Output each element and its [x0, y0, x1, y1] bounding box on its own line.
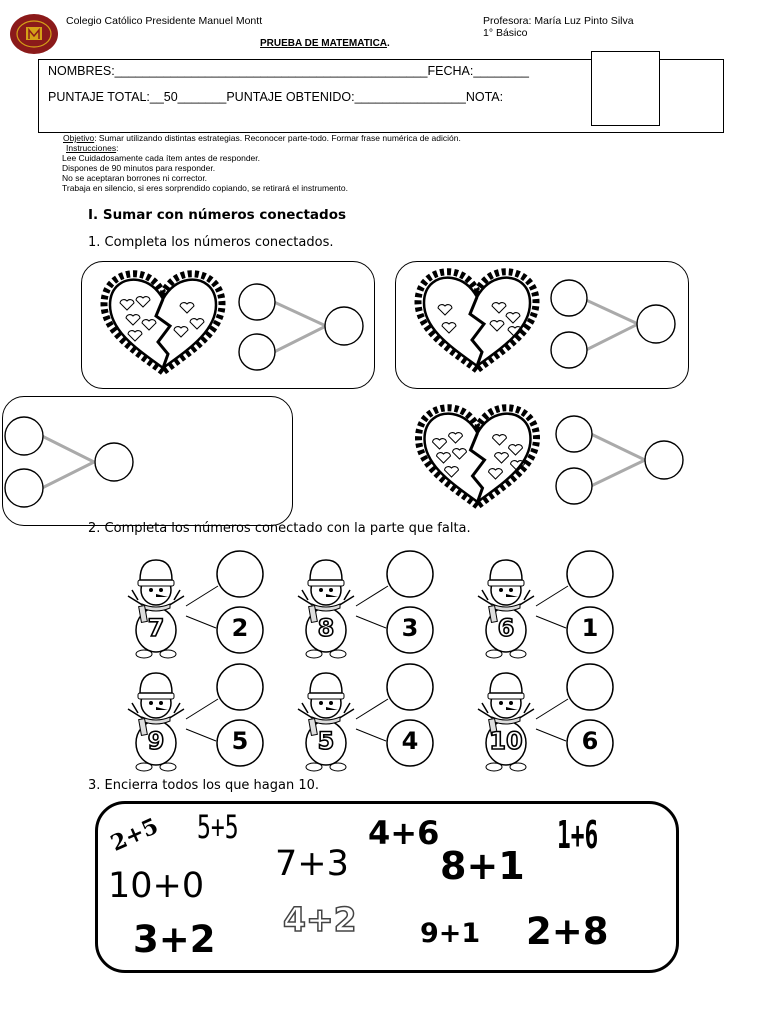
part-number: 1	[581, 614, 599, 642]
objective-label: Objetivo	[63, 133, 95, 143]
sum-expression[interactable]: 2+5	[106, 813, 163, 857]
part-number: 4	[401, 727, 419, 755]
school-logo	[8, 12, 60, 56]
instruction-line-3: No se aceptaran borrones ni corrector.	[62, 173, 208, 183]
answer-circle[interactable]	[567, 551, 613, 597]
snowman-number: 7	[147, 614, 165, 642]
sum-expression[interactable]: 5+5	[197, 808, 239, 846]
question-1: 1. Completa los números conectados.	[88, 235, 334, 250]
snowman-number-bond	[474, 663, 654, 775]
broken-heart-icon	[98, 268, 228, 380]
grade-box	[591, 51, 660, 126]
snowman-number-bond	[124, 550, 304, 662]
exam-title-text: PRUEBA DE MATEMATICA	[260, 38, 388, 49]
school-name: Colegio Católico Presidente Manuel Montt	[66, 15, 263, 27]
number-bond-4	[553, 414, 688, 506]
part-number: 5	[231, 727, 249, 755]
answer-circle[interactable]	[567, 664, 613, 710]
number-bond-2	[548, 280, 678, 370]
answer-circle[interactable]	[217, 551, 263, 597]
instruction-line-4: Trabaja en silencio, si eres sorprendido copiando, se retirará el instrumento.	[62, 183, 348, 193]
sum-expression[interactable]: 2+8	[526, 910, 609, 953]
snowman-number: 6	[497, 614, 515, 642]
objective-line	[63, 133, 461, 143]
objective-text: : Sumar utilizando distintas estrategias. Reconocer parte-todo. Formar frase numérica de adición.	[94, 133, 461, 143]
number-bond-3	[4, 416, 134, 508]
part-number: 6	[581, 727, 599, 755]
sum-expression[interactable]: 3+2	[133, 918, 216, 961]
section-heading: I. Sumar con números conectados	[88, 207, 347, 223]
sum-expression[interactable]: 10+0	[108, 866, 205, 906]
answer-circle[interactable]	[217, 664, 263, 710]
exam-title-suffix: .	[387, 38, 390, 49]
snowman-number: 5	[317, 727, 335, 755]
question-2: 2. Completa los números conectado con la parte que falta.	[88, 521, 471, 536]
exam-title	[260, 38, 390, 49]
instructions-colon: :	[116, 143, 119, 153]
broken-heart-icon	[410, 402, 545, 514]
question-3: 3. Encierra todos los que hagan 10.	[88, 778, 320, 793]
snowman-number: 10	[489, 727, 523, 755]
sum-expression[interactable]: 4+6	[368, 814, 440, 852]
instruction-line-2: Dispones de 90 minutos para responder.	[62, 163, 216, 173]
instructions-heading	[66, 143, 118, 153]
broken-heart-icon	[412, 266, 542, 378]
sum-expression[interactable]: 4+2	[283, 900, 357, 939]
sum-expression[interactable]: 9+1	[420, 918, 481, 949]
sum-expression[interactable]: 8+1	[440, 844, 525, 888]
snowman-number-bond	[294, 663, 474, 775]
sum-expression[interactable]: 7+3	[275, 844, 349, 884]
score-line: PUNTAJE TOTAL:__50_______PUNTAJE OBTENIDO:________________NOTA:	[48, 90, 504, 104]
snowman-number-bond	[124, 663, 304, 775]
instructions-label: Instrucciones	[66, 143, 117, 153]
instruction-line-1: Lee Cuidadosamente cada ítem antes de responder.	[62, 153, 260, 163]
names-date-line: NOMBRES:_____________________________________________FECHA:________	[48, 64, 529, 78]
part-number: 2	[231, 614, 249, 642]
teacher-name: Profesora: María Luz Pinto Silva	[483, 15, 634, 27]
sum-expression[interactable]: 1+6	[557, 813, 599, 857]
answer-circle[interactable]	[387, 664, 433, 710]
number-bond-1	[236, 282, 366, 372]
snowman-number: 8	[317, 614, 335, 642]
part-number: 3	[401, 614, 419, 642]
grade-label: 1° Básico	[483, 27, 528, 39]
snowman-number-bond	[294, 550, 474, 662]
snowman-number-bond	[474, 550, 654, 662]
answer-circle[interactable]	[387, 551, 433, 597]
snowman-number: 9	[147, 727, 165, 755]
